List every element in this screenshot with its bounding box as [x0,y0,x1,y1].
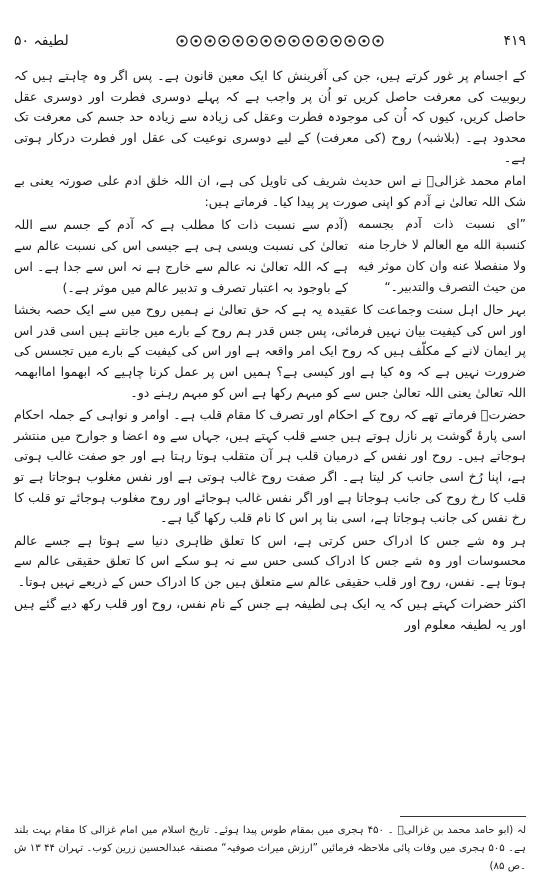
ornament-flower-icon [273,34,287,48]
paragraph: امام محمد غزالیؒ نے اس حدیث شریف کی تاویل کی ہے، ان اللہ خلق ادم علی صورتہ یعنی بے شک اللہ تعالیٰ نے آدم کو اپنی صورت پر پیدا کیا۔ فرماتے ہیں: [14,172,526,209]
ornament-flower-icon [175,34,189,48]
paragraph: ہر وہ شے جس کا ادراک حس کرتی ہے، اس کا تعلق ظاہری دنیا سے ہوتا ہے جسے عالم محسوسات اور وہ شے جس کا ادراک کسی حس سے نہ ہو سکے اس کا تعلق حقیقی عالم سے ہوتا ہے۔ نفس، روح اور قلب حقیقی عالم سے متعلق ہیں جن کا ادراک حس کے ذریعے نہیں ہوتا۔ [14,532,526,589]
ornament-flower-icon [245,34,259,48]
page-number: ۴۱۹ [503,33,526,49]
paragraph: اکثر حضرات کہتے ہیں کہ یہ ایک ہی لطیفہ ہے جس کے نام نفس، روح اور قلب رکھ دیے گئے ہیں اور یہ لطیفہ معلوم اور [14,596,526,633]
ornament-flower-icon [189,34,203,48]
footnote [14,822,526,876]
ornament-flower-icon [343,34,357,48]
header-ornament [175,34,385,48]
quote-arabic: ”ای نسبت ذات آدم بجسمه كنسبة الله مع العالم لا خارجا منه ولا منفصلا عنه وان كان موثر فيه من حيث التصرف والتدبير۔“ [358,217,526,295]
paragraph: کے اجسام پر غور کرتے ہیں، جن کی آفرینش کا ایک معین قانون ہے۔ پس اگر وہ چاہتے ہیں کہ ربوبیت کی معرفت حاصل کریں تو اُن پر واجب ہے کہ پہلے دوسری فطرت اور دوسری عقل حاصل کریں، کیوں کہ اُن کی موجودہ فطرت وعقل کی زیادہ سے زیادہ حد جسم کی معرفت تک محدود ہے۔ (بلاشبہ) روح (کی معرفت) کے لیے دوسری نوعیت کی عقل اور فطرت درکار ہوتی ہے۔ [14,68,526,166]
hadith-quote [14,214,526,298]
footnote-marker: لہ [517,825,526,836]
ornament-flower-icon [259,34,273,48]
ornament-flower-icon [217,34,231,48]
ornament-flower-icon [231,34,245,48]
ornament-flower-icon [357,34,371,48]
footnote-text: (ابو حامد محمد بن غزالیؒ ۔ ۴۵۰ ہجری میں بمقام طوس پیدا ہوئے۔ تاریخ اسلام میں امام غزالی کا مقام بہت بلند ہے۔ ۵۰۵ ہجری میں وفات پائی ملاحظہ فرمائیں ”ارزش میراث صوفیہ“ مصنفہ عبدالحسین زرین کوب۔ تہران ۴۴ ۱۳ ش ۔ص ۸۵) [14,825,526,872]
page-header [14,30,526,52]
paragraph: حضرتؒ فرماتے تھے کہ روح کے احکام اور تصرف کا مقام قلب ہے۔ اوامر و نواہی کے جملہ احکام اسی پارۂ گوشت پر نازل ہوتے ہیں جسے قلب کہتے ہیں، جہاں سے وہ اعضا و جوارح میں منتشر ہوجاتے ہیں۔ روح اور نفس کے درمیان قلب ہر آن متقلب ہوتا رہتا ہے اور جو صفت غالب ہوتی ہے، اپنا رُخ اسی جانب کر لیتا ہے۔ اگر صفت روح غالب ہوتی ہے اور نفس مغلوب ہوجاتا ہے تو قلب کا رخ روح کی جانب ہوجاتا ہے اور اگر نفس غالب ہوجائے اور روح مغلوب ہوجائے تو قلب کا رخ نفس کی جانب ہوجاتا ہے، اسی بنا پر اس کا نام قلب رکھا گیا ہے۔ [14,407,526,526]
ornament-flower-icon [287,34,301,48]
footnote-divider [400,816,526,817]
ornament-flower-icon [315,34,329,48]
ornament-flower-icon [203,34,217,48]
ornament-flower-icon [329,34,343,48]
ornament-flower-icon [371,34,385,48]
chapter-title: لطیفہ ۵۰ [14,33,69,49]
main-text [14,66,526,636]
paragraph: بہر حال اہل سنت وجماعت کا عقیدہ یہ ہے کہ حق تعالیٰ نے ہمیں روح میں سے ایک حصہ بخشا اور اس کی کیفیت بیان نہیں فرمائی، پس جس قدر ہم روح کے بارے میں جانتے ہیں اسی قدر اس پر ایمان لانے کے مکلّف ہیں کہ روح ایک امر واقعہ ہے اور اس کی کیفیت کے بارے میں تجسس کی ضرورت نہیں ہے کہ وہ کیا ہے اور کیسی ہے؟ ہمیں اس پر عمل کرنا چاہیے کہ ابھموا اماابھمہ اللہ تعالیٰ یعنی اللہ تعالیٰ جس سے کو مبہم رکھا ہے اس کو مبہم رہنے دو۔ [14,302,526,400]
ornament-flower-icon [301,34,315,48]
quote-translation: (آدم سے نسبت ذات کا مطلب ہے کہ آدم کے جسم سے اللہ تعالیٰ کی نسبت ویسی ہی ہے جیسی اس کی نسبت عالم سے ہے کہ اللہ تعالیٰ نہ عالم سے خارج ہے نہ اس سے جدا ہے۔ اس کے باوجود بہ اعتبار تصرف و تدبیر عالم میں موثر ہے۔) [14,217,348,296]
